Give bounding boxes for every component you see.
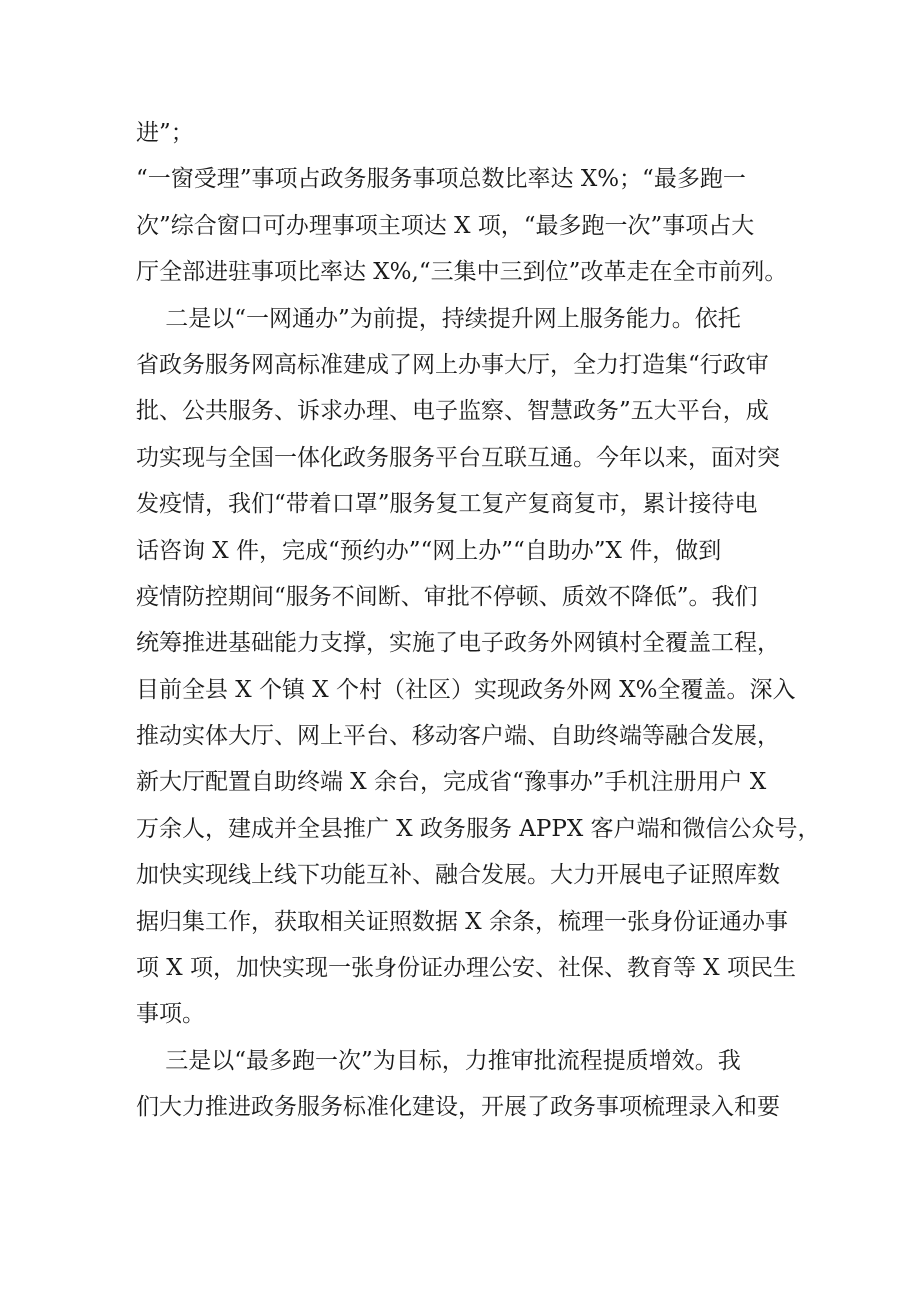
text-line: 批、公共服务、诉求办理、电子监察、智慧政务”五大平台，成 — [136, 398, 769, 425]
paragraph-start-line: 二是以“一网通办”为前提，持续提升网上服务能力。依托 — [136, 305, 741, 332]
text-line: 话咨询 X 件，完成“预约办”“网上办”“自助办”X 件，做到 — [136, 537, 722, 564]
text-line: 统筹推进基础能力支撑，实施了电子政务外网镇村全覆盖工程， — [136, 630, 780, 657]
text-line: 据归集工作，获取相关证照数据 X 余条，梳理一张身份证通办事 — [136, 908, 788, 935]
document-body — [136, 110, 821, 1131]
text-line: 功实现与全国一体化政务服务平台互联互通。今年以来，面对突 — [136, 444, 780, 471]
text-line: 次”综合窗口可办理事项主项达 X 项，“最多跑一次”事项占大 — [136, 212, 755, 239]
text-line: 发疫情，我们“带着口罩”服务复工复产复商复市，累计接待电 — [136, 491, 758, 518]
text-line: 事项。 — [136, 1001, 205, 1028]
paragraph-start-line: 三是以“最多跑一次”为目标，力推审批流程提质增效。我 — [136, 1047, 741, 1074]
text-line: 进”； — [136, 120, 194, 146]
text-line: “一窗受理”事项占政务服务事项总数比率达 X%；“最多跑一 — [136, 166, 746, 193]
text-line: 疫情防控期间“服务不间断、审批不停顿、质效不降低”。我们 — [136, 583, 758, 610]
text-line: 省政务服务网高标准建成了网上办事大厅，全力打造集“行政审 — [136, 351, 769, 378]
text-line: 新大厅配置自助终端 X 余台，完成省“豫事办”手机注册用户 X — [136, 769, 767, 796]
text-line: 万余人，建成并全县推广 X 政务服务 APPX 客户端和微信公众号， — [136, 815, 821, 842]
text-line: 目前全县 X 个镇 X 个村（社区）实现政务外网 X%全覆盖。深入 — [136, 676, 796, 703]
text-line: 们大力推进政务服务标准化建设，开展了政务事项梳理录入和要 — [136, 1094, 780, 1121]
text-line: 厅全部进驻事项比率达 X%,“三集中三到位”改革走在全市前列。 — [136, 259, 788, 286]
text-line: 推动实体大厅、网上平台、移动客户端、自助终端等融合发展， — [136, 723, 780, 750]
text-line: 加快实现线上线下功能互补、融合发展。大力开展电子证照库数 — [136, 862, 780, 889]
text-line: 项 X 项，加快实现一张身份证办理公安、社保、教育等 X 项民生 — [136, 955, 796, 982]
